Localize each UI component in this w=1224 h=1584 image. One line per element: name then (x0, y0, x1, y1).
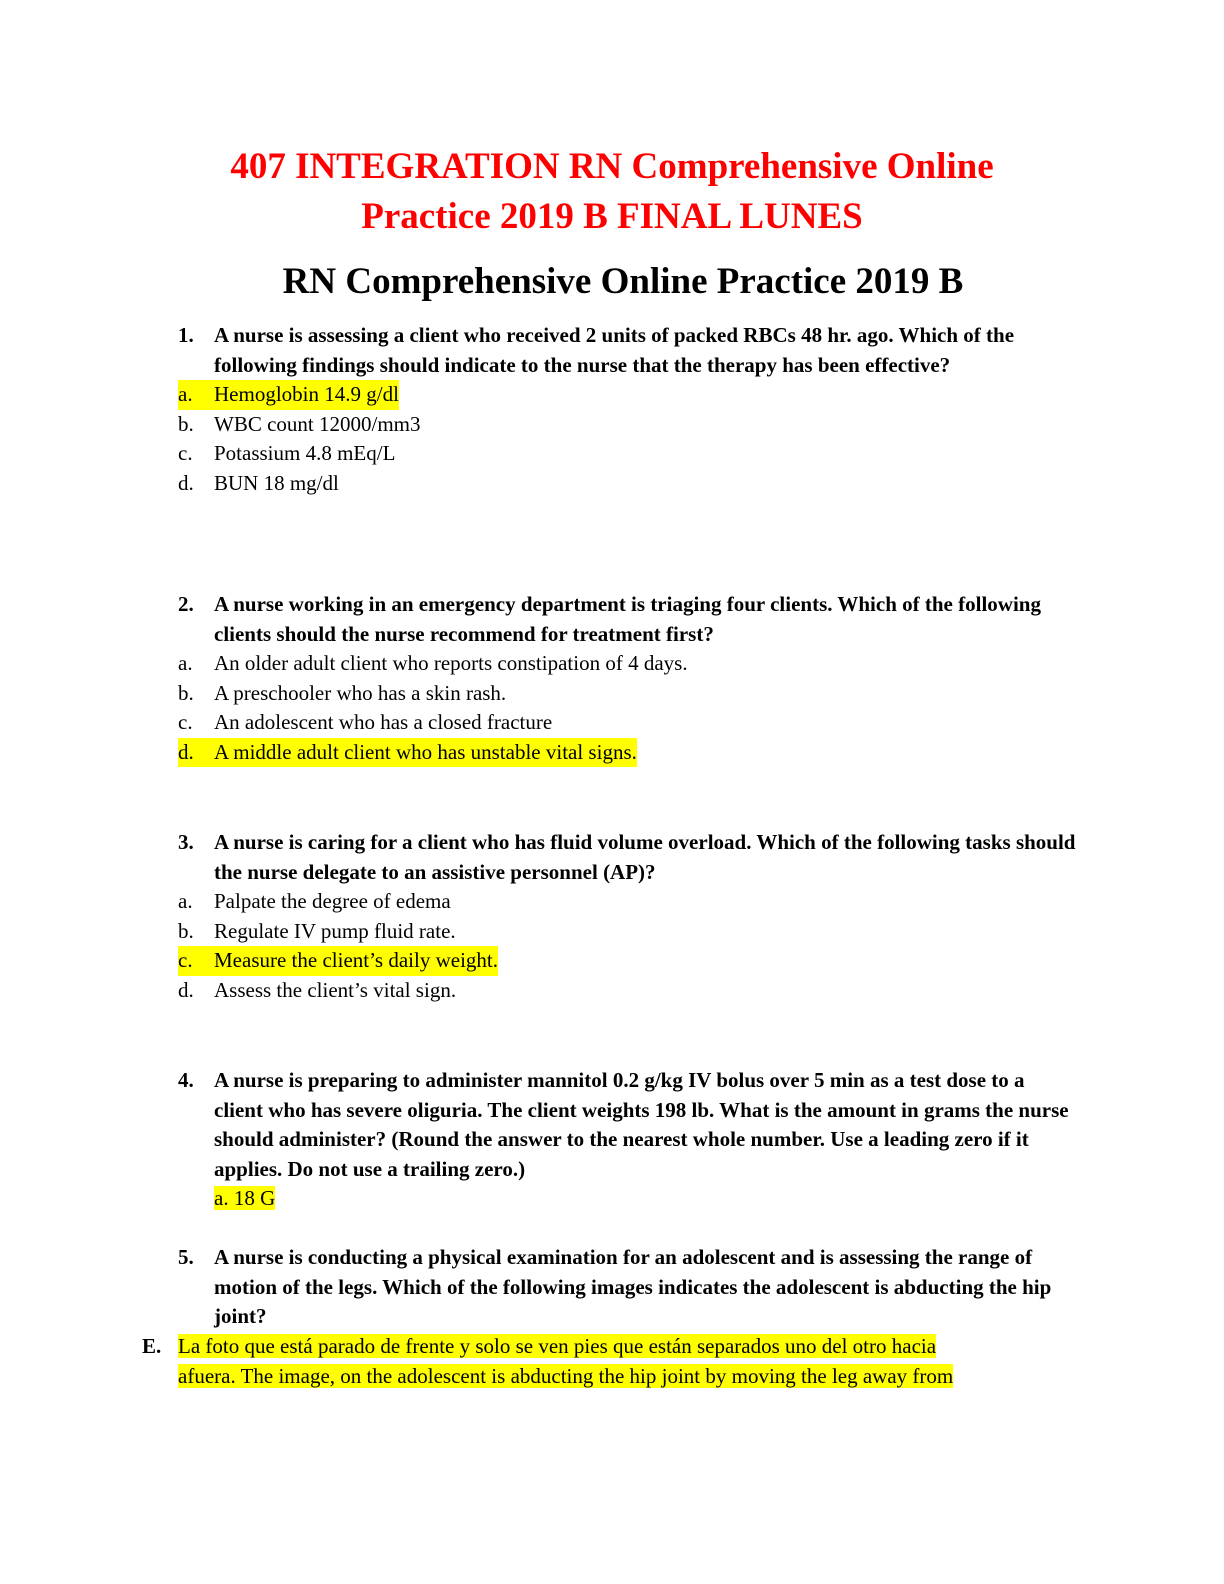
question-number: 3. (178, 830, 194, 854)
answer-letter: E. (142, 1334, 162, 1358)
question-text: A nurse working in an emergency department is triaging four clients. Which of the following clients should the nurse recommend for treatment first? (214, 592, 1041, 646)
option-letter: d. (178, 738, 214, 768)
question-4 (178, 1066, 1078, 1214)
question-number: 4. (178, 1068, 194, 1092)
question-number: 2. (178, 592, 194, 616)
answer-option (178, 946, 1078, 976)
option-letter: b. (178, 680, 194, 705)
answer-option (178, 976, 1078, 1006)
question-text: A nurse is preparing to administer mannitol 0.2 g/kg IV bolus over 5 min as a test dose to a client who has severe oliguria. The client weights 198 lb. What is the amount in grams the nurse should administer? (Round the answer to the nearest whole number. Use a leading zero if it applies. Do not use a trailing zero.) (214, 1068, 1069, 1181)
answer-option (178, 679, 1078, 709)
answer-option (178, 887, 1078, 917)
option-text: Potassium 4.8 mEq/L (214, 441, 396, 465)
option-text: Hemoglobin 14.9 g/dl (214, 380, 399, 410)
option-letter: d. (178, 977, 194, 1002)
option-letter: c. (178, 710, 193, 734)
question-5 (178, 1243, 1078, 1332)
option-text: Measure the client’s daily weight. (214, 946, 498, 976)
answer-option (178, 439, 1078, 469)
answer-option (178, 738, 1078, 768)
answer-option (178, 708, 1078, 738)
document-title (0, 142, 1224, 242)
question-number: 5. (178, 1245, 194, 1269)
answer-option (178, 380, 1078, 410)
option-letter: a. (178, 651, 193, 675)
option-text: A middle adult client who has unstable vital signs. (214, 738, 637, 768)
document-subtitle: RN Comprehensive Online Practice 2019 B (282, 261, 964, 302)
answer-option (178, 410, 1078, 440)
option-letter: b. (178, 411, 194, 436)
option-text: Regulate IV pump fluid rate. (214, 918, 456, 943)
question-number: 1. (178, 323, 194, 347)
answer-text: a. 18 G (214, 1186, 276, 1210)
option-letter: b. (178, 918, 194, 943)
option-text: Palpate the degree of edema (214, 889, 451, 913)
option-text: A preschooler who has a skin rash. (214, 680, 507, 705)
option-letter: a. (178, 380, 214, 410)
question-text: A nurse is assessing a client who received 2 units of packed RBCs 48 hr. ago. Which of the following findings should indicate to the nurse that the therapy has been effective? (214, 323, 1015, 377)
option-text: BUN 18 mg/dl (214, 470, 339, 495)
option-text: An older adult client who reports constipation of 4 days. (214, 651, 688, 675)
answer-option (178, 469, 1078, 499)
answer-text-line-2: afuera. The image, on the adolescent is abducting the hip joint by moving the leg away from (178, 1363, 954, 1388)
answer-text-line-1: La foto que está parado de frente y solo se ven pies que están separados uno del otro hacia (178, 1334, 937, 1358)
question-5-answer (142, 1332, 1072, 1391)
answer-option (214, 1184, 1078, 1214)
question-text: A nurse is conducting a physical examination for an adolescent and is assessing the range of motion of the legs. Which of the following images indicates the adolescent is abducting the hip joint? (214, 1245, 1052, 1328)
document-title-line-2: Practice 2019 B FINAL LUNES (361, 196, 863, 237)
document-title-line-1: 407 INTEGRATION RN Comprehensive Online (230, 146, 994, 187)
option-letter: c. (178, 946, 214, 976)
option-text: WBC count 12000/mm3 (214, 411, 421, 436)
option-text: An adolescent who has a closed fracture (214, 710, 553, 734)
question-1 (178, 321, 1078, 498)
answer-option (178, 917, 1078, 947)
question-3 (178, 828, 1078, 1005)
question-2 (178, 590, 1078, 767)
question-text: A nurse is caring for a client who has fluid volume overload. Which of the following tasks should the nurse delegate to an assistive personnel (AP)? (214, 830, 1076, 884)
option-letter: d. (178, 470, 194, 495)
option-letter: a. (178, 889, 193, 913)
option-letter: c. (178, 441, 193, 465)
answer-option (178, 649, 1078, 679)
option-text: Assess the client’s vital sign. (214, 977, 457, 1002)
